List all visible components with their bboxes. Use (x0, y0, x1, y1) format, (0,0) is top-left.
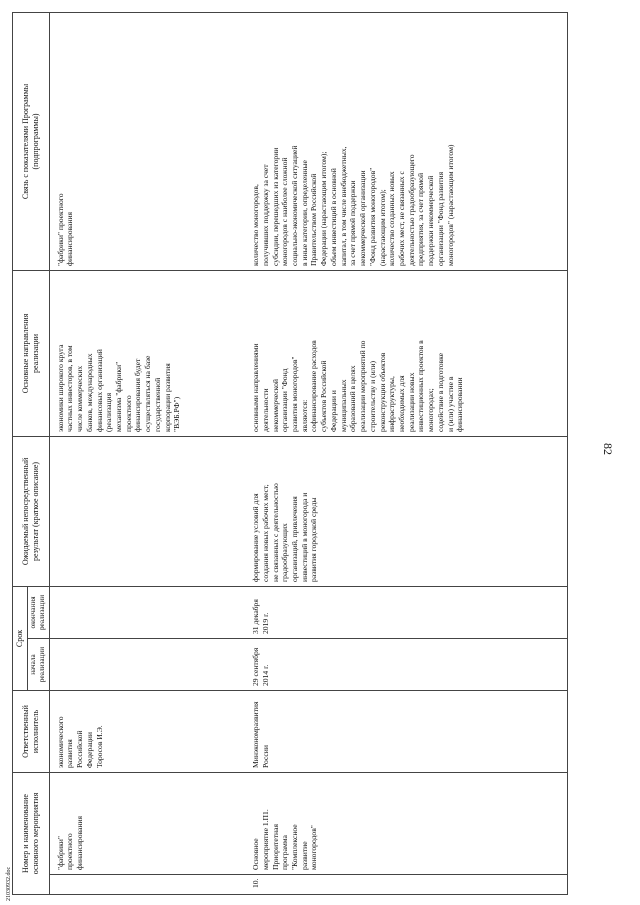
page-number: 82 (601, 443, 615, 455)
row-directions: основными направлениями деятельности некоммерческой организации "Фонд развития моногородов" являются: софинансирование расходов субъектов Российской Федерации и муниципальных образований в целях реализации мероприятий по строительству и (или) реконструкции объектов инфраструктуры, необходимых для реализации новых инвестиционных проектов в моногородах; содействие в подготовке и (или) участие в финансировании (245, 270, 567, 436)
header-link: Связь с показателями Программы (подпрограммы) (13, 12, 50, 270)
row-start: 29 сентября 2014 г. (245, 638, 567, 690)
header-term-end: окончания реализации (28, 586, 49, 638)
row-number: 10. (245, 875, 567, 895)
header-name: Номер и наименование основного мероприятия (13, 772, 50, 894)
row-link: количество моногородов, получивших поддержку за счет субсидии, перешедших из категории моногородов с наиболее сложной социально-экономической ситуацией в иные категории, определенные Правительством Российской Федерации (нарастающим итогом); объем инвестиций в основной капитал, в том числе внебюджетных, за счет прямой поддержки некоммерческой организации "Фонд развития моногородов" (нарастающим итогом); количество созданных новых рабочих мест, не связанных с деятельностью градообразующего предприятия, за счет прямой поддержки некоммерческой организации "Фонд развития моногородов" (нарастающим итогом) (245, 12, 567, 270)
row-name: "фабрики" проектного финансирования (49, 772, 245, 874)
table-row (245, 12, 567, 894)
row-end (49, 586, 245, 638)
row-directions: экономики широкого круга частных инвесторов, в том числе коммерческих банков, международных финансовых организаций (реализация механизма "фабрики" проектного финансирования будет осуществляться на базе государственной корпорации развития "ВЭБ.РФ") (49, 270, 245, 436)
document-id: 21030932.doc (6, 866, 12, 901)
table-row (49, 12, 245, 894)
header-responsible: Ответственный исполнитель (13, 690, 50, 772)
header-directions: Основные направления реализации (13, 270, 50, 436)
row-responsible: Минэкономразвития России (245, 690, 567, 772)
row-responsible: экономического развития Российской Федерации Торосов И.Э. (49, 690, 245, 772)
row-start (49, 638, 245, 690)
row-name: Основное мероприятие 1.П1. Приоритетная программа "Комплексное развитие моногородов" (245, 772, 567, 874)
header-term: Срок (13, 586, 28, 690)
header-term-start: начала реализации (28, 638, 49, 690)
row-number (49, 875, 245, 895)
program-table (12, 12, 568, 895)
row-link: "фабрики" проектного финансирования (49, 12, 245, 270)
row-end: 31 декабря 2019 г. (245, 586, 567, 638)
row-result: формирование условий для создания новых рабочих мест, не связанных с деятельностью градообразующих организаций, привлечения инвестиций в моногорода и развития городской среды (245, 436, 567, 586)
header-result: Ожидаемый непосредственный результат (краткое описание) (13, 436, 50, 586)
row-result (49, 436, 245, 586)
